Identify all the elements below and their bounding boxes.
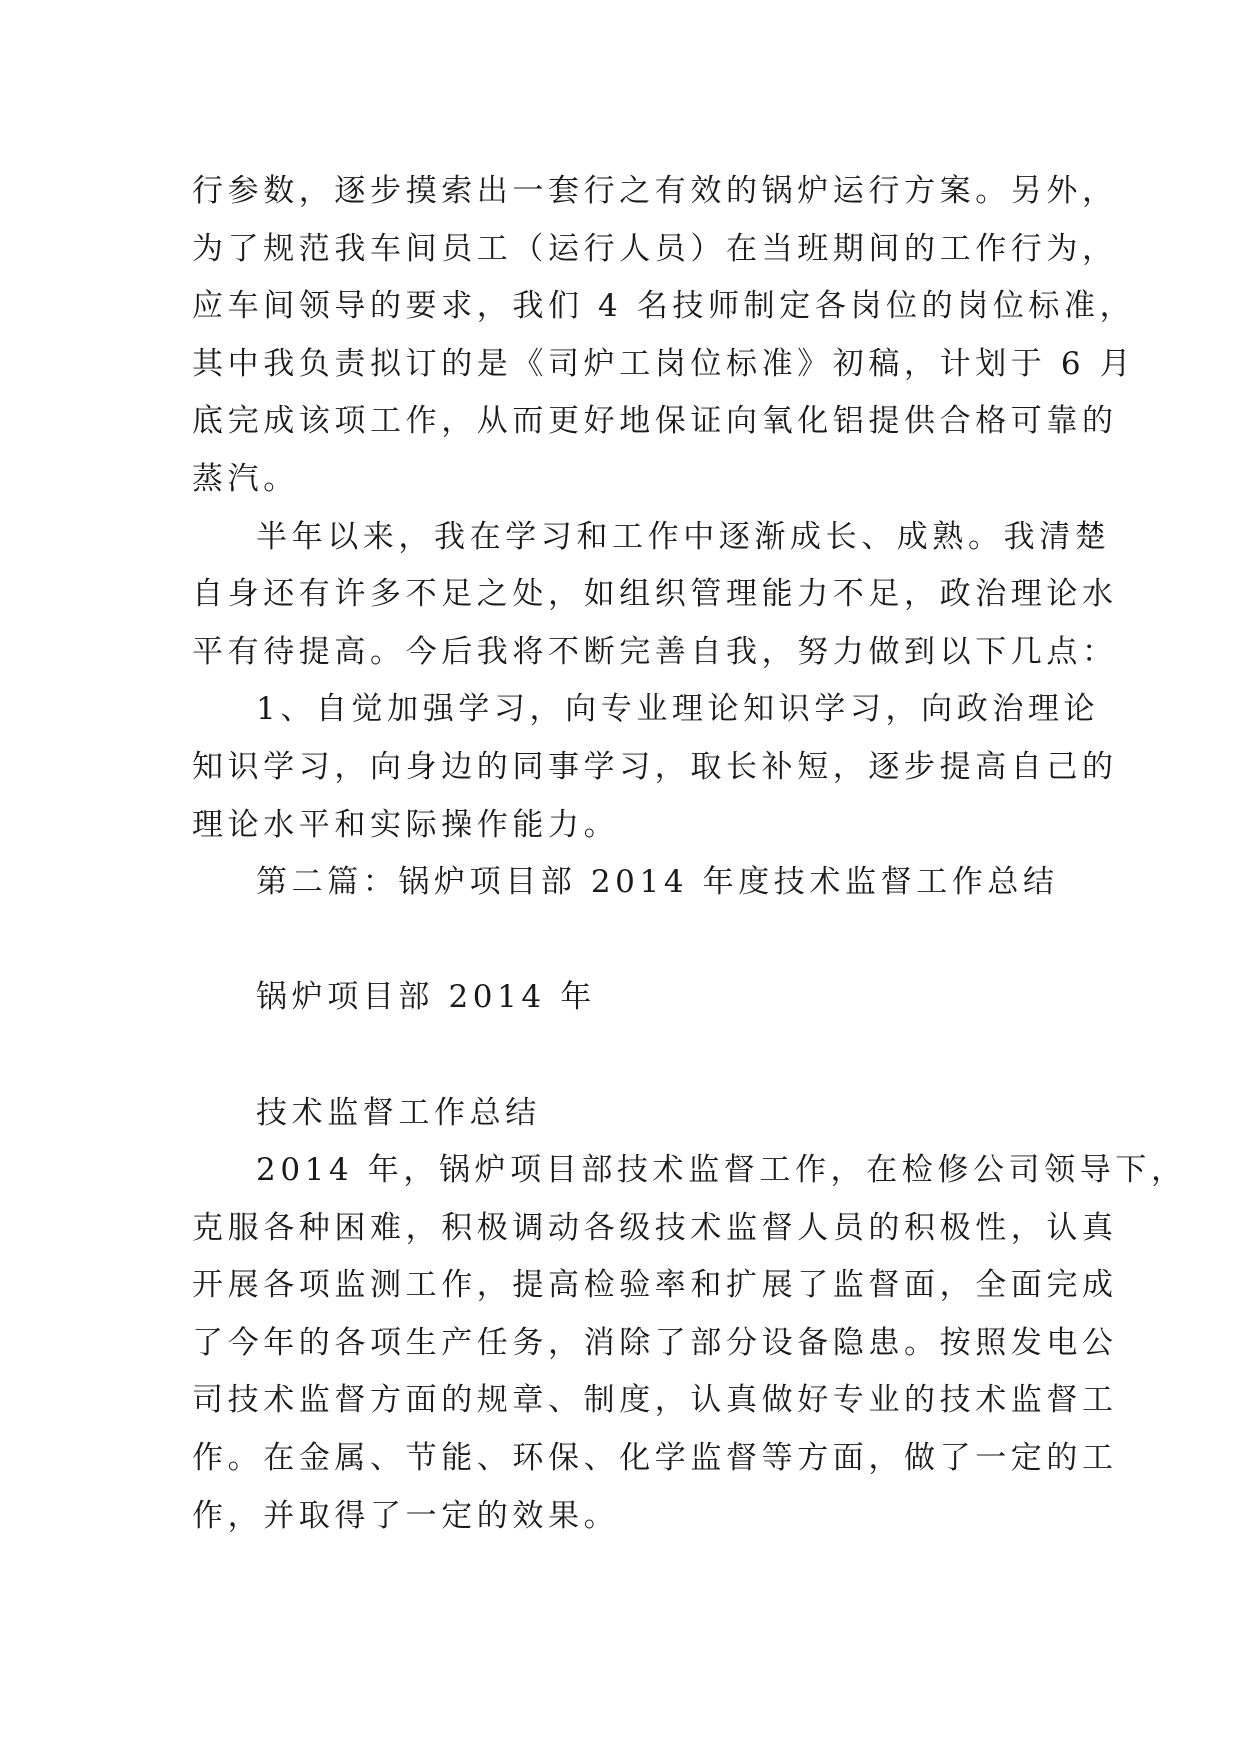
text-line: 开展各项监测工作，提高检验率和扩展了监督面，全面完成 xyxy=(192,1267,1118,1304)
text-line: 底完成该项工作，从而更好地保证向氧化铝提供合格可靠的 xyxy=(192,403,1118,440)
text-line: 为了规范我车间员工（运行人员）在当班期间的工作行为， xyxy=(192,230,1118,267)
text-line: 自身还有许多不足之处，如组织管理能力不足，政治理论水 xyxy=(192,576,1118,613)
paragraph xyxy=(192,1142,1187,1545)
blank-line xyxy=(192,912,1062,970)
document-subtitle xyxy=(192,1085,1062,1143)
text-line: 知识学习，向身边的同事学习，取长补短，逐步提高自己的 xyxy=(192,748,1118,785)
section-heading xyxy=(192,854,1062,912)
text-line: 蒸汽。 xyxy=(192,460,299,497)
text-line: 行参数，逐步摸索出一套行之有效的锅炉运行方案。另外， xyxy=(192,173,1118,209)
paragraph xyxy=(192,163,1136,509)
text-line: 1、自觉加强学习，向专业理论知识学习，向政治理论 xyxy=(256,691,1100,728)
document-title xyxy=(192,969,1062,1027)
paragraph xyxy=(192,509,1118,682)
text-line: 克服各种困难，积极调动各级技术监督人员的积极性，认真 xyxy=(192,1209,1118,1246)
text-line: 技术监督工作总结 xyxy=(256,1094,541,1131)
text-line: 锅炉项目部 2014 年 xyxy=(256,979,596,1016)
text-line: 应车间领导的要求，我们 4 名技师制定各岗位的岗位标准， xyxy=(192,288,1136,325)
text-line: 第二篇：锅炉项目部 2014 年度技术监督工作总结 xyxy=(256,864,1059,901)
text-line: 作。在金属、节能、环保、化学监督等方面，做了一定的工 xyxy=(192,1440,1118,1477)
text-line: 半年以来，我在学习和工作中逐渐成长、成熟。我清楚 xyxy=(256,518,1111,555)
text-line: 了今年的各项生产任务，消除了部分设备隐患。按照发电公 xyxy=(192,1324,1118,1361)
text-line: 其中我负责拟订的是《司炉工岗位标准》初稿，计划于 6 月 xyxy=(192,345,1136,382)
text-line: 作，并取得了一定的效果。 xyxy=(192,1497,620,1534)
document-page xyxy=(192,163,1187,1545)
text-line: 理论水平和实际操作能力。 xyxy=(192,806,620,843)
blank-line xyxy=(192,1027,1062,1085)
text-line: 平有待提高。今后我将不断完善自我，努力做到以下几点： xyxy=(192,633,1118,670)
paragraph xyxy=(192,681,1118,854)
text-line: 2014 年，锅炉项目部技术监督工作，在检修公司领导下， xyxy=(256,1152,1187,1189)
text-line: 司技术监督方面的规章、制度，认真做好专业的技术监督工 xyxy=(192,1382,1118,1419)
